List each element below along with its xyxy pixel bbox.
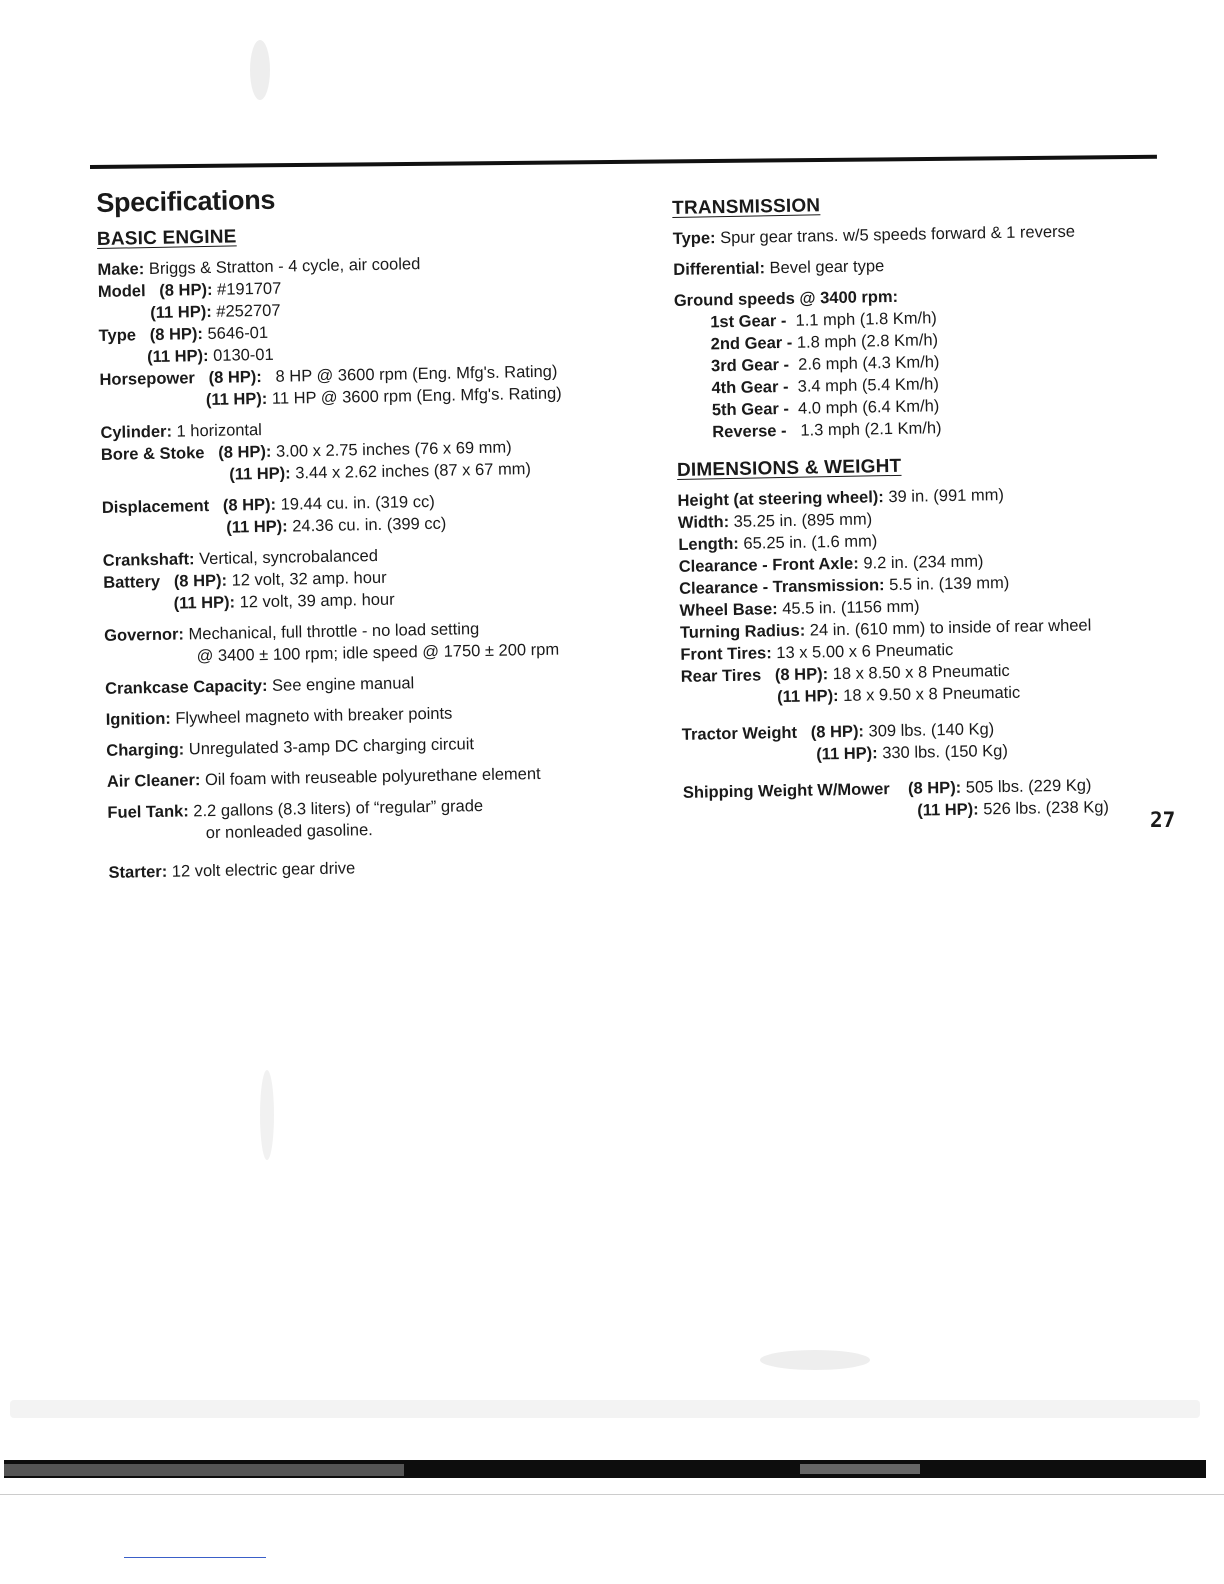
spec-value: 12 volt electric gear drive [171, 859, 356, 881]
spec-sublabel: (8 HP): [810, 722, 865, 742]
spec-sublabel: (11 HP): [150, 302, 212, 323]
spec-value: @ 3400 ± 100 rpm; idle speed @ 1750 ± 200 rpm [196, 640, 560, 666]
spec-sublabel: (11 HP): [173, 593, 236, 613]
spec-label: Rear Tires [680, 666, 762, 686]
spec-sublabel: (8 HP): [149, 325, 204, 345]
spec-label: Tractor Weight [681, 723, 798, 744]
spec-label: Clearance - Front Axle: [678, 554, 859, 576]
gear-label: 5th Gear - [711, 399, 790, 420]
spec-label: Wheel Base: [679, 600, 778, 620]
spec-value: 1 horizontal [176, 421, 263, 441]
spec-label: Differential: [673, 259, 766, 279]
spec-value: 24 in. (610 mm) to inside of rear wheel [809, 616, 1092, 640]
dimensions-heading: DIMENSIONS & WEIGHT [676, 455, 902, 481]
spec-value: 3.44 x 2.62 inches (87 x 67 mm) [295, 460, 532, 483]
spec-sublabel: (8 HP): [208, 367, 262, 387]
spec-sublabel: (11 HP): [226, 517, 288, 537]
spec-label: Type [98, 326, 137, 345]
spec-sublabel: (11 HP): [229, 464, 291, 484]
spec-value: Flywheel magneto with breaker points [175, 704, 453, 728]
spec-value: See engine manual [271, 674, 415, 695]
spec-value: Vertical, syncrobalanced [198, 546, 379, 569]
spec-charging [106, 730, 666, 762]
spec-value: 35.25 in. (895 mm) [733, 510, 873, 531]
spec-value: 8 HP @ 3600 rpm (Eng. Mfg's. Rating) [275, 362, 558, 386]
spec-sublabel: (11 HP): [205, 389, 268, 410]
spec-value: 330 lbs. (150 Kg) [882, 741, 1009, 763]
spec-value: 2.2 gallons (8.3 liters) of “regular” grade [193, 797, 484, 821]
spec-label: Displacement [101, 496, 210, 517]
spec-label: Battery [103, 572, 161, 592]
spec-sublabel: (11 HP): [917, 800, 979, 820]
spec-value: 24.36 cu. in. (399 cc) [292, 514, 447, 536]
bottom-bar-shade [800, 1464, 920, 1474]
spec-ignition [106, 699, 666, 731]
scan-speck [10, 1400, 1200, 1418]
spec-label: Cylinder: [100, 422, 173, 442]
gear-value: 3.4 mph (5.4 Km/h) [797, 375, 940, 396]
spec-label: Model [97, 282, 146, 301]
spec-value: 5.5 in. (139 mm) [888, 573, 1010, 595]
spec-sublabel: (11 HP): [146, 346, 209, 367]
spec-label: Make: [97, 260, 145, 279]
blue-divider-line [124, 1557, 266, 1558]
spec-value: #191707 [216, 279, 282, 299]
spec-value: 505 lbs. (229 Kg) [965, 776, 1092, 797]
transmission-heading: TRANSMISSION [672, 195, 821, 219]
spec-label: Crankshaft: [102, 550, 195, 570]
spec-trans-type [673, 219, 1173, 250]
gear-label: 1st Gear - [710, 311, 787, 332]
spec-sublabel: (8 HP): [159, 280, 213, 300]
spec-label: Type: [672, 229, 716, 248]
spec-sublabel: (8 HP): [222, 495, 277, 515]
spec-value: 18 x 8.50 x 8 Pneumatic [832, 661, 1010, 684]
spec-value: 526 lbs. (238 Kg) [983, 798, 1110, 819]
left-column [96, 178, 669, 884]
spec-label: Height (at steering wheel): [677, 488, 884, 510]
spec-label: Crankcase Capacity: [105, 676, 268, 698]
spec-differential [673, 250, 1173, 281]
spec-value: #252707 [216, 301, 281, 321]
basic-engine-heading: BASIC ENGINE [96, 226, 237, 250]
spec-starter [108, 852, 668, 884]
divider-line [0, 1494, 1224, 1495]
spec-value: Mechanical, full throttle - no load setting [188, 620, 480, 644]
spec-label: Ignition: [105, 709, 171, 729]
page-number: 27 [1150, 808, 1176, 832]
page-title: Specifications [96, 184, 276, 218]
gear-label: 3rd Gear - [710, 355, 790, 376]
gear-label: Reverse - [712, 421, 787, 442]
spec-sublabel: (8 HP): [173, 571, 228, 591]
gear-value: 4.0 mph (6.4 Km/h) [797, 397, 940, 418]
spec-label: Clearance - Transmission: [679, 576, 885, 598]
gear-value: 1.3 mph (2.1 Km/h) [800, 419, 942, 440]
spec-value: Briggs & Stratton - 4 cycle, air cooled [148, 255, 421, 279]
gear-label: 4th Gear - [711, 377, 789, 398]
spec-value: 65.25 in. (1.6 mm) [743, 532, 878, 553]
spec-label: Bore & Stoke [100, 444, 205, 464]
spec-value: 13 x 5.00 x 6 Pneumatic [776, 640, 954, 663]
spec-value: 3.00 x 2.75 inches (76 x 69 mm) [275, 438, 512, 461]
gear-value: 2.6 mph (4.3 Km/h) [798, 353, 940, 374]
spec-value: 45.5 in. (1156 mm) [782, 597, 920, 619]
spec-label: Ground speeds @ 3400 rpm: [673, 287, 899, 310]
spec-label: Starter: [108, 862, 168, 882]
spec-label: Turning Radius: [679, 621, 806, 642]
spec-value: 9.2 in. (234 mm) [863, 552, 984, 573]
scan-speck [760, 1350, 870, 1370]
spec-sublabel: (8 HP): [774, 665, 829, 685]
spec-label: Governor: [104, 625, 185, 645]
spec-air-cleaner [107, 761, 667, 793]
spec-value: Oil foam with reuseable polyurethane element [204, 764, 541, 790]
right-column [672, 189, 1183, 826]
spec-value: 0130-01 [212, 345, 274, 365]
spec-value: 39 in. (991 mm) [888, 485, 1005, 507]
spec-label: Length: [678, 534, 739, 554]
spec-label: Charging: [106, 740, 185, 760]
gear-value: 1.1 mph (1.8 Km/h) [795, 309, 937, 330]
spec-value: or nonleaded gasoline. [205, 821, 373, 843]
spec-label: Width: [677, 513, 730, 532]
spec-sublabel: (11 HP): [816, 744, 878, 764]
scan-speck [250, 40, 270, 100]
top-rule [90, 155, 1157, 169]
spec-value: Bevel gear type [769, 257, 885, 278]
spec-value: 309 lbs. (140 Kg) [868, 720, 995, 741]
spec-value: Spur gear trans. w/5 speeds forward & 1 reverse [719, 222, 1076, 248]
spec-value: Unregulated 3-amp DC charging circuit [188, 735, 475, 759]
spec-sublabel: (8 HP): [907, 778, 962, 798]
spec-value: 11 HP @ 3600 rpm (Eng. Mfg's. Rating) [271, 384, 562, 408]
spec-sublabel: (11 HP): [776, 687, 839, 707]
spec-label: Fuel Tank: [107, 802, 189, 822]
gear-label: 2nd Gear - [710, 333, 793, 354]
spec-label: Air Cleaner: [106, 771, 201, 791]
spec-sublabel: (8 HP): [218, 442, 272, 462]
spec-value: 5646-01 [207, 323, 269, 343]
spec-label: Front Tires: [680, 644, 772, 664]
spec-crankcase [105, 668, 665, 700]
gear-value: 1.8 mph (2.8 Km/h) [796, 331, 939, 352]
spec-label: Shipping Weight W/Mower [682, 780, 890, 802]
scan-speck [260, 1070, 274, 1160]
bottom-bar-shade [4, 1464, 404, 1476]
spec-value: 12 volt, 32 amp. hour [231, 568, 387, 590]
spec-value: 19.44 cu. in. (319 cc) [280, 492, 435, 514]
spec-label: Horsepower [99, 369, 196, 389]
spec-value: 18 x 9.50 x 8 Pneumatic [843, 683, 1021, 705]
spec-value: 12 volt, 39 amp. hour [239, 590, 395, 612]
